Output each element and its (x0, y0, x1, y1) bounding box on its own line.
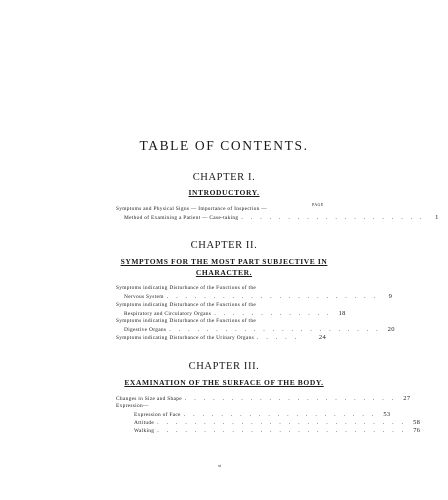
toc-entry (116, 395, 411, 403)
entry-text: Method of Examining a Patient — Case-taking (124, 215, 239, 221)
page-column-label: PAGE (312, 202, 324, 207)
entry-text: Symptoms indicating Disturbance of the Functions of the (116, 318, 257, 324)
entry-text: Attitude (134, 420, 155, 426)
dot-leader: . . . . . . . . . . . . . . . . . . . . (241, 215, 425, 221)
toc-entry (134, 419, 421, 427)
dot-leader: . . . . . (256, 335, 300, 341)
chapter-2-subtitle-line-2: CHARACTER. (195, 268, 253, 277)
dot-leader: . . . . . . . . . . . . . . . . . . . . . . . . . . . (157, 428, 407, 434)
entry-text: Nervous System (124, 294, 164, 300)
toc-entry (124, 293, 393, 301)
toc-entry (124, 214, 439, 222)
entry-text: Expression— (116, 403, 149, 409)
entry-page: 1 (435, 214, 439, 221)
chapter-3-subtitle: EXAMINATION OF THE SURFACE OF THE BODY. (124, 378, 324, 387)
toc-entry (134, 411, 391, 419)
entry-text: Expression of Face (134, 412, 181, 418)
entry-page: 27 (403, 395, 411, 402)
entry-text: Symptoms indicating Disturbance of the Functions of the (116, 285, 257, 291)
toc-entry (124, 310, 346, 318)
dot-leader: . . . . . . . . . . . . . . . . . . . . . . . (184, 396, 397, 402)
entry-text: Respiratory and Circulatory Organs (124, 311, 212, 317)
entry-page: 9 (388, 293, 393, 300)
toc-entry (116, 285, 326, 292)
entry-page: 53 (383, 411, 391, 418)
entry-text: Digestive Organs (124, 327, 167, 333)
toc-entry (116, 206, 326, 213)
chapter-1-subtitle: INTRODUCTORY. (188, 188, 260, 197)
chapter-2-subtitle-line-1: SYMPTOMS FOR THE MOST PART SUBJECTIVE IN (120, 257, 328, 266)
entry-text: Walking (134, 428, 155, 434)
toc-entry (134, 427, 421, 435)
toc-entry (116, 318, 326, 325)
entry-page: 58 (413, 419, 421, 426)
entry-text: Symptoms and Physical Signs — Importance of Inspection — (116, 206, 267, 212)
dot-leader: . . . . . . . . . . . . . . . . . . . . . . . (169, 327, 381, 333)
chapter-3-heading: CHAPTER III. (188, 361, 260, 372)
toc-entry (116, 403, 326, 410)
entry-page: 76 (413, 427, 421, 434)
entry-page: 18 (338, 310, 346, 317)
page-number-mark: xi (218, 463, 222, 468)
dot-leader: . . . . . . . . . . . . . . . . . . . . . (183, 412, 377, 418)
dot-leader: . . . . . . . . . . . . . . . . . . . . . . . (166, 294, 379, 300)
dot-leader: . . . . . . . . . . . . . (214, 311, 332, 317)
entry-text: Symptoms indicating Disturbance of the Urinary Organs (116, 335, 254, 341)
chapter-2-heading: CHAPTER II. (190, 240, 258, 251)
page-title: TABLE OF CONTENTS. (139, 138, 309, 153)
dot-leader: . . . . . . . . . . . . . . . . . . . . . . . . . . . (157, 420, 407, 426)
chapter-1-heading: CHAPTER I. (192, 172, 256, 183)
toc-entry (124, 326, 395, 334)
toc-entry (116, 334, 326, 342)
toc-entry (116, 302, 326, 309)
entry-text: Changes in Size and Shape (116, 396, 182, 402)
entry-page: 24 (318, 334, 326, 341)
entry-page: 20 (387, 326, 395, 333)
entry-text: Symptoms indicating Disturbance of the Functions of the (116, 302, 257, 308)
